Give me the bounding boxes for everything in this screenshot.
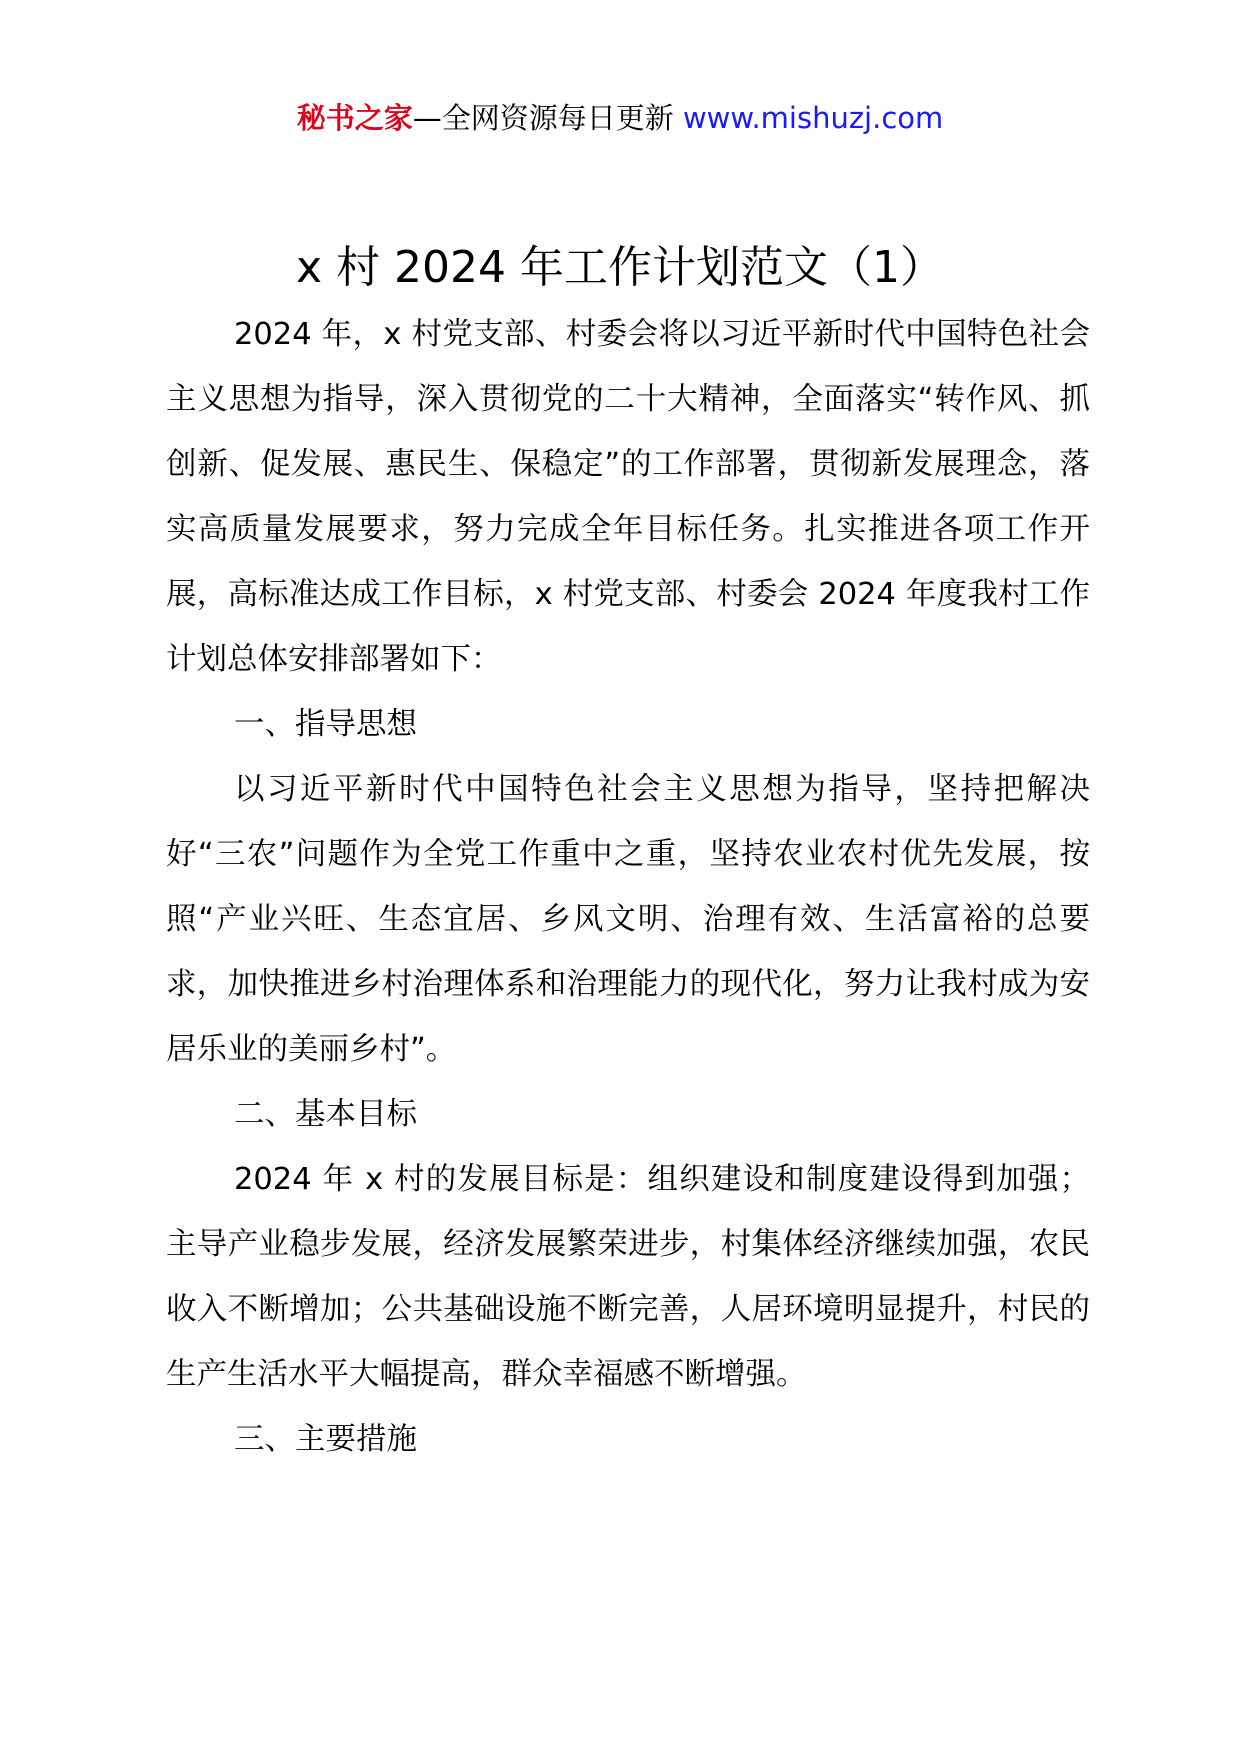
section-heading-main-measures: 三、主要措施 [234, 1422, 417, 1457]
document-body [166, 302, 1090, 1472]
brand-name: 秘书之家 [296, 101, 413, 135]
intro-paragraph: 2024 年，x 村党支部、村委会将以习近平新时代中国特色社会主义思想为指导，深入贯彻党的二十大精神，全面落实“转作风、抓创新、促发展、惠民生、保稳定”的工作部署，贯彻新发展理念，落实高质量发展要求，努力完成全年目标任务。扎实推进各项工作开展，高标准达成工作目标，x 村党支部、村委会 2024 年度我村工作计划总体安排部署如下： [166, 317, 1090, 677]
site-header [0, 98, 1240, 138]
header-tagline: —全网资源每日更新 [412, 101, 683, 135]
guiding-ideology-paragraph: 以习近平新时代中国特色社会主义思想为指导，坚持把解决好“三农”问题作为全党工作重中之重，坚持农业农村优先发展，按照“产业兴旺、生态宜居、乡风文明、治理有效、生活富裕的总要求，加快推进乡村治理体系和治理能力的现代化，努力让我村成为安居乐业的美丽乡村”。 [166, 772, 1090, 1067]
document-title: x 村 2024 年工作计划范文（1） [296, 242, 944, 293]
section-heading-guiding-ideology: 一、指导思想 [234, 707, 417, 742]
section-heading-basic-goals: 二、基本目标 [234, 1097, 417, 1132]
basic-goals-paragraph: 2024 年 x 村的发展目标是：组织建设和制度建设得到加强；主导产业稳步发展，经济发展繁荣进步，村集体经济继续加强，农民收入不断增加；公共基础设施不断完善，人居环境明显提升，村民的生产生活水平大幅提高，群众幸福感不断增强。 [166, 1162, 1090, 1392]
website-url[interactable]: www.mishuzj.com [682, 101, 944, 135]
